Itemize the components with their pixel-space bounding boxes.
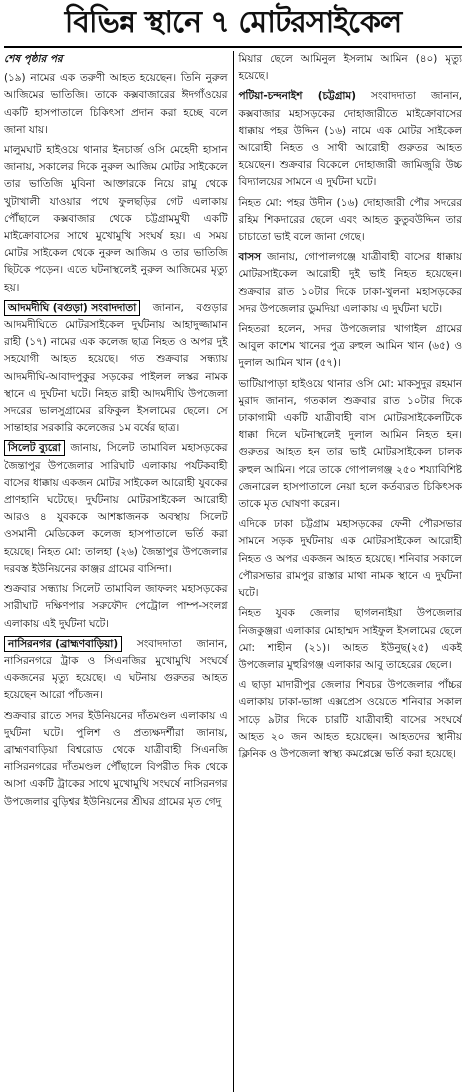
paragraph: [239, 88, 463, 191]
paragraph: এ ছাড়া মাদারীপুর জেলার শিবচর উপজেলার পাঁচ্চর এলাকায় ঢাকা-ভাঙ্গা এক্সপ্রেস ওয়েতে শনিবার সকাল সাড়ে ৯টার দিকে চারটি যাত্রীবাহী বাসের সংঘর্ষে আহত ২০ জন আহত হয়েছেন। আহতদের স্থানীয় ক্লিনিক ও উপজেলা স্বাস্থ্য কমপ্লেক্সে ভর্তি করা হয়েছে।: [238, 679, 462, 760]
paragraph: [239, 249, 463, 318]
paragraph: ভাটিয়াপাড়া হাইওয়ে থানার ওসি মো: মাকসুদুর রহমান মুরাদ জানান, গতকাল শুক্রবার রাত ১০টার দিকে ঢাকাগামী একটি যাত্রীবাহী বাস মোটরসাইকেলটিকে ধাক্কা দিলে ঘটনাস্থলেই দুলাল আমিন নিহত হন। গুরুতর আহত হন তার ভাই মোটরসাইকেল চালক রুহুল আমিন। পরে তাকে গোপালগঞ্জ ২৫০ শয্যাবিশিষ্ট জেনারেল হাসপাতালে নেয়া হলে কর্তব্যরত চিকিৎসক তাকে মৃত ঘোষণা করেন।: [238, 377, 462, 511]
paragraph: (১৯) নামের এক তরুণী আহত হয়েছেন। তিনি নুরুল আজিমের ভাতিজি। তাকে কক্সবাজারের ঈদগাঁওয়ের একটি হাসপাতালে চিকিৎসা প্রদান করা হচ্ছে বলে জানা যায়।: [4, 72, 228, 136]
paragraph: [4, 636, 228, 705]
paragraph-body: জানায়, সিলেট তামাবিল মহাসড়কের জৈন্তাপুর উপজেলার সারিঘাট এলাকায় পর্যটকবাহী বাসের ধাক্কায় একজন মোটর সাইকেল আরোহী যুবকের প্রাণহানি ঘটেছে। দুর্ঘটনায় মোটরসাইকেল আরোহী আরও ৪ যুবককে আশঙ্কাজনক অবস্থায় সিলেট ওসমানী মেডিকেল কলেজ হাসপাতালে ভর্তি করা হয়েছে। নিহত মো: তালহা (২৬) জৈন্তাপুর উপজেলার দরবস্ত ইউনিয়নের কাঞ্জর গ্রামের বাসিন্দা।: [4, 442, 228, 575]
dateline-patiya: পটিয়া-চন্দনাইশ (চট্টগ্রাম): [238, 90, 356, 103]
paragraph: নিহত যুবক জেলার ছাগলনাইয়া উপজেলার নিজকুঞ্জরা এলাকার মোহাম্মদ সাইফুল ইসলামের ছেলে মো: শাহীন (২১)। আহত ইউনুছ(২৫) একই উপজেলার মুহুরিগঞ্জ এলাকার আবু তাহেরের ছেলে।: [238, 607, 462, 671]
right-column: [234, 51, 463, 1092]
left-column: [4, 51, 233, 1092]
dateline-sylhet: সিলেট ব্যুরো: [4, 440, 65, 456]
paragraph: [4, 440, 228, 578]
paragraph: নিহত মো: পহর উদীন (১৬) দোহাজারী পৌর সদরের রহিম শিকদারের ছেলে এবং আহত কুতুবউদ্দিন তার চাচাতো ভাই বলে জানা গেছে।: [238, 196, 462, 244]
paragraph-body: সংবাদদাতা জানান, নাসিরনগরে ট্রাক ও সিএনজির মুখোমুখি সংঘর্ষে একজনের মৃত্যু হয়েছে। এ ঘটনায় গুরুতর আহত হয়েছেন আরো পাঁচজন।: [4, 637, 228, 702]
paragraph: শুক্রবার রাতে সদর ইউনিয়নের দাঁতমণ্ডল এলাকায় এ দুর্ঘটনা ঘটে। পুলিশ ও প্রত্যক্ষদর্শীরা জানায়, ব্রাহ্মণবাড়িয়া বিশ্বরোড থেকে যাত্রীবাহী সিএনজি নাসিরনগরের দাঁতমণ্ডল পৌঁছালে বিপরীত দিক থেকে আসা একটি ট্রাকের সাথে মুখোমুখি সংঘর্ষে নাসিরনগর উপজেলার বুড়িশ্বর ইউনিয়নের শ্রীঘর গ্রামের মৃত গেদু: [4, 709, 228, 808]
paragraph: শুক্রবার সন্ধ্যায় সিলেট তামাবিল জাফলং মহাসড়কের সারীঘাট দক্ষিণপার সরুফৌদ পেট্রোল পাম্প-সংলগ্ন এলাকায় এই দুর্ঘটনা ঘটে।: [4, 583, 228, 630]
paragraph-body: সংবাদদাতা জানান, কক্সবাজার মহাসড়কের দোহাজারীতে মাইক্রোবাসের ধাক্কায় পহর উদ্দিন (১৬) নামে এক মোটর সাইকেল আরোহী নিহত ও সাথী আরোহী গুরুতর আহত হয়েছেন। শুক্রবার বিকেলে দোহাজারী জামিজুরি উচ্চ বিদ্যালয়ের সামনে এ দুর্ঘটনা ঘটে।: [238, 90, 462, 189]
paragraph-body: জানান, বগুড়ার আদমদীঘিতে মোটরসাইকেল দুর্ঘটনায় আহাদুজ্জামান রাহী (১৭) নামের এক কলেজ ছাত্র নিহত ও অপর দুই সহযোগী আহত হয়েছে। গত শুক্রবার সন্ধ্যায় আদমদীঘি-আবাদপুকুর সড়কের পাইলল লস্কর নামক স্থানে এ দুর্ঘটনা ঘটে। নিহত রাহী আদমদীঘি উপজেলা সদরের ভালসুগ্রামের রফিকুল ইসলামের ছেলে। সে সান্তাহার সরকারি কলেজের ১ম বর্ষের ছাত্র।: [4, 301, 228, 435]
headline: বিভিন্ন স্থানে ৭ মোটরসাইকেল: [4, 0, 462, 48]
paragraph: [4, 300, 228, 438]
continued-from-label: শেষ পৃষ্ঠার পর: [4, 53, 63, 65]
dateline-adamdighi: আদমদীঘি (বগুড়া) সংবাদদাতা: [4, 300, 140, 316]
paragraph: মিয়ার ছেলে আমিনুল ইসলাম আমিন (৪০) মৃত্যু হয়েছে।: [238, 53, 462, 83]
dateline-nasirnagar: নাসিরনগর (ব্রাহ্মণবাড়িয়া): [4, 636, 122, 652]
article-columns: [4, 48, 462, 1092]
paragraph-body: জানায়, গোপালগঞ্জে যাত্রীবাহী বাসের ধাক্কায় মোটরসাইকেল আরোহী দুই ভাই নিহত হয়েছেন। শুক্রবার রাত ১০টার দিকে ঢাকা-খুলনা মহাসড়কের সদর উপজেলার ডুমদিয়া এলাকায় এ দুর্ঘটনা ঘটে।: [238, 251, 462, 315]
paragraph: এদিকে ঢাকা চট্টগ্রাম মহাসড়কের ফেনী পৌরসভার সামনে সড়ক দুর্ঘটনায় এক মোটরসাইকেল আরোহী নিহত ও অপর একজন আহত হয়েছে। শনিবার সকালে পৌরসভার রামপুর রাস্তার মাথা নামক স্থানে এ দুর্ঘটনা ঘটে।: [238, 518, 462, 600]
dateline-bss: বাসস: [238, 251, 262, 264]
paragraph: নিহতরা হলেন, সদর উপজেলার খাগাইল গ্রামের আবুল কাশেম খানের পুত্র রুহুল আমিন খান (৬৫) ও দুলাল আমিন খান (৫৭)।: [238, 323, 462, 370]
paragraph: মালুমঘাট হাইওয়ে থানার ইনচার্জ ওসি মেহেদী হাসান জানায়, সকালের দিকে নুরুল আজিম মোটর সাইকেলে তার ভাতিজি মুবিনা আক্তারকে নিয়ে রামু থেকে খুটাখালী যাওয়ার পথে ফুলছড়ির গেট এলাকায় পৌঁছালে কক্সবাজার থেকে চট্টগ্রামমুখী একটি মাইক্রোবাসের সাথে মুখোমুখি সংঘর্ষ হয়। এ সময় মোটর সাইকেল থেকে নুরুল আজিম ও তার ভাতিজি ছিটকে পড়েন। এতে ঘটনাস্থলেই নুরুল আজিমের মৃত্যু হয়।: [4, 144, 228, 294]
